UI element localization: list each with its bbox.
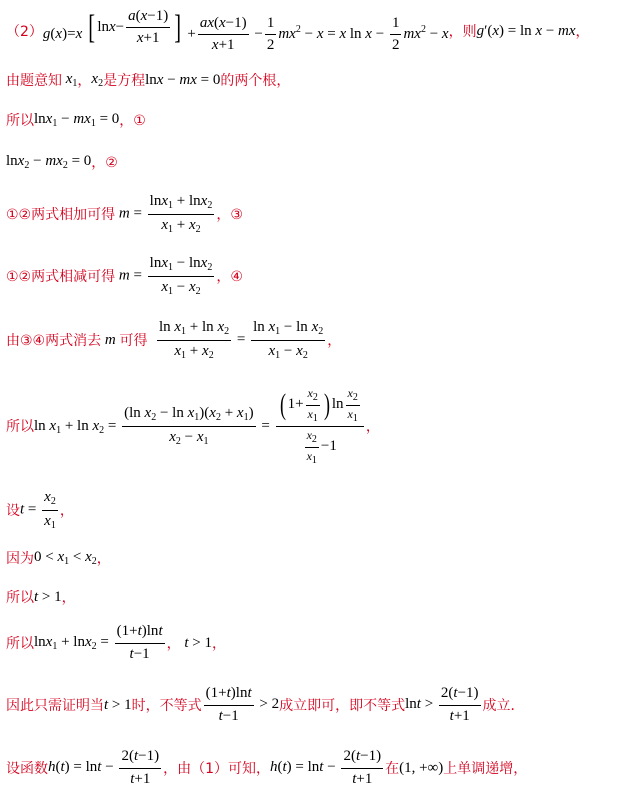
equation-1: $\ln x_1 - mx_1 = 0$ (34, 111, 120, 129)
equation-4: m = $\frac{\ln x_1 - \ln x_2}{x_1 - x_2}$ (118, 255, 213, 297)
text-because: 因为 (6, 551, 34, 567)
text-two-roots: 的两个根， (220, 73, 291, 89)
line-10 (6, 546, 111, 570)
formula-g: g(x)=x [ ln x − $\frac{a(x-1)}{x+1}$ ] + $\frac{ax(x-1)}{x+1}$ − $\frac{1}{2}$ $mx^2 - x = x$ ln x − $\frac{1}{2}$ $mx^2 - x$ (42, 7, 449, 53)
comma: ， (327, 333, 342, 349)
text-get: 可得 (119, 333, 148, 349)
text-subtract: ①②两式相减可得 (6, 269, 116, 285)
text-eliminate: 由③④两式消去 (6, 333, 102, 349)
definition-t: t = $\frac{x_2}{x_1}$ (20, 489, 56, 531)
text-given: 由题意知 (6, 73, 62, 89)
var-m: m (104, 331, 116, 348)
text-increasing: 上单调递增， (443, 761, 528, 777)
inequality-t: t > 1 (34, 588, 62, 605)
var-x1: $x_1$ (65, 71, 78, 89)
inequality-x1-x2: $0 < x_1 < x_2$ (34, 549, 97, 567)
label-1: ，① (119, 113, 146, 129)
comma: ， (365, 419, 380, 435)
text-so: 所以 (6, 419, 34, 435)
text-need-prove: 因此只需证明当 (6, 698, 104, 714)
var-x2: $x_2$ (91, 71, 104, 89)
comma: ， (96, 551, 111, 567)
equation-sum-ln: $\ln x_1 + \ln x_2$ = $\frac{(\ln x_2 - \ln x_1)(x_2 + x_1)}{x_2 - x_1}$ = ( 1+ $\frac{x_2}{x_1}$ ) ln $\frac{x_2}{x_1}$ $\frac{x_2}{x_1}$ −1 (34, 387, 366, 466)
line-1 (6, 6, 590, 56)
comma: ， (61, 590, 76, 606)
comma: ， (575, 24, 590, 40)
line-2 (6, 68, 290, 92)
text-let: 设 (6, 503, 20, 519)
text-on: 在 (385, 761, 400, 777)
text-so: 所以 (6, 113, 34, 129)
inequality-main: $\frac{(1+t)\ln t}{t-1}$ > 2 (205, 685, 280, 724)
text-from-part1: ，由（1）可知， (163, 761, 270, 777)
equation-eliminated: $\frac{\ln x_1 + \ln x_2}{x_1 + x_2}$ = $\frac{\ln x_1 - \ln x_2}{x_1 - x_2}$ (158, 319, 324, 361)
line-4 (6, 150, 118, 174)
inequality-lnt: lnt > $\frac{2(t-1)}{t+1}$ (405, 685, 479, 724)
formula-gprime: g′(x) = ln x − mx (476, 22, 576, 39)
line-12 (6, 620, 226, 666)
definition-h-repeat: h(t) = lnt − $\frac{2(t-1)}{t+1}$ (270, 748, 382, 787)
line-14 (6, 744, 527, 792)
then-text: ，则 (448, 24, 477, 40)
line-13 (6, 682, 525, 728)
definition-h: h(t) = lnt − $\frac{2(t-1)}{t+1}$ (48, 748, 160, 787)
comma: ， (59, 503, 74, 519)
text-inequality: 时，不等式 (131, 698, 202, 714)
line-11 (6, 585, 76, 609)
part-label: （2） (6, 24, 43, 40)
interval: (1, +∞) (399, 759, 444, 776)
line-3 (6, 108, 146, 132)
text-roots-of: 是方程 (103, 73, 146, 89)
equation-sum-t: lnx$_1$ + lnx$_2$ = $\frac{(1+t)\ln t}{t-1}$ (34, 623, 163, 662)
comma: ， (212, 636, 226, 652)
condition-t: t > 1 (184, 634, 212, 651)
text-equivalent: 成立即可，即不等式 (279, 698, 406, 714)
text-let-function: 设函数 (6, 761, 48, 777)
equation-2: $\ln x_2 - mx_2 = 0$ (6, 153, 92, 171)
label-3: ，③ (216, 207, 243, 223)
line-8 (6, 380, 380, 472)
line-7 (6, 316, 341, 364)
comma: ， (77, 73, 92, 89)
line-6 (6, 252, 243, 300)
comma: ， (166, 636, 181, 652)
equation-3: m = $\frac{\ln x_1 + \ln x_2}{x_1 + x_2}$ (118, 193, 213, 235)
condition-t: t > 1 (104, 696, 132, 713)
line-5 (6, 190, 243, 238)
label-2: ，② (91, 155, 118, 171)
line-9 (6, 488, 74, 532)
text-holds: 成立． (482, 698, 525, 714)
equation-lnx-mx: lnx − mx = 0 (145, 71, 221, 88)
text-so: 所以 (6, 636, 34, 652)
text-so: 所以 (6, 590, 34, 606)
label-4: ，④ (216, 269, 243, 285)
text-add: ①②两式相加可得 (6, 207, 116, 223)
